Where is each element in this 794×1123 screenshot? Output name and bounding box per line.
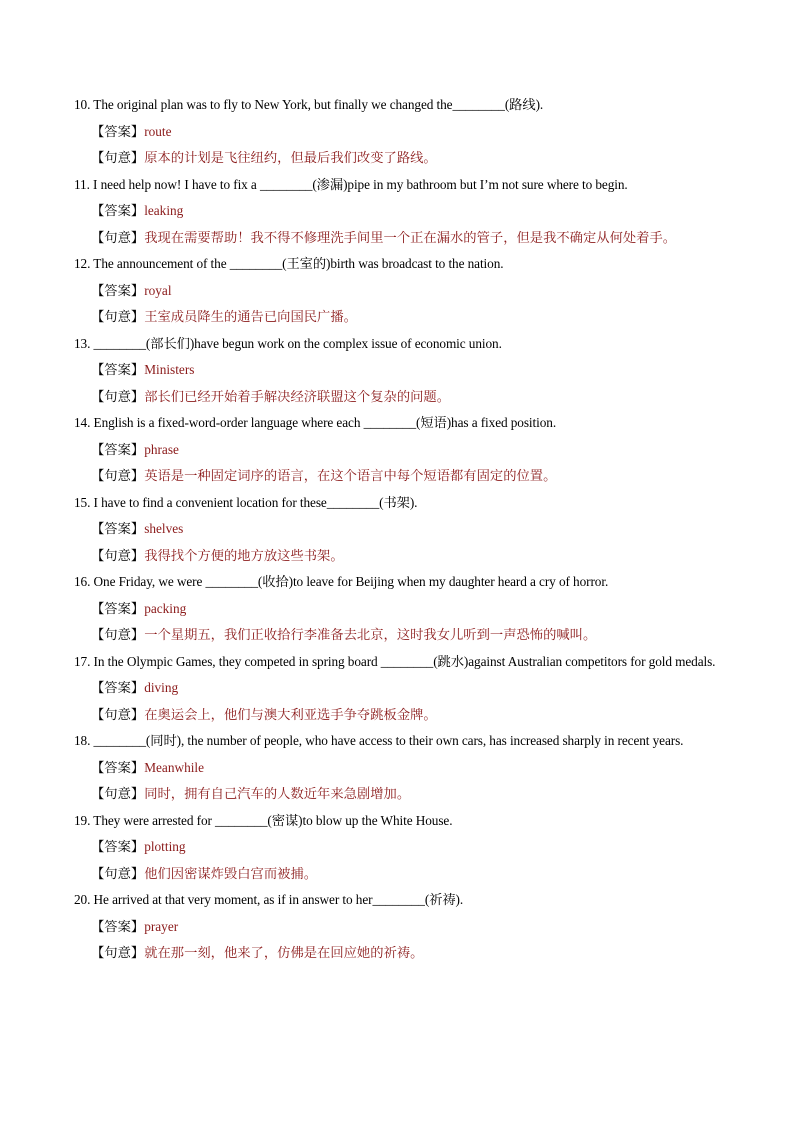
meaning-tag: 【句意】 <box>91 945 145 960</box>
answer-text: royal <box>144 282 172 298</box>
meaning-text: 原本的计划是飞往纽约，但最后我们改变了路线。 <box>144 150 437 165</box>
answer-tag: 【答案】 <box>91 441 145 457</box>
answer-tag: 【答案】 <box>91 282 145 298</box>
meaning-line <box>0 463 794 490</box>
meaning-tag: 【句意】 <box>91 547 145 563</box>
exercise-item <box>0 92 794 172</box>
answer-tag: 【答案】 <box>91 521 145 536</box>
exercise-item <box>0 569 794 649</box>
exercise-item <box>0 172 794 252</box>
question-text: 15. I have to find a convenient location for these________(书架). <box>74 494 418 510</box>
answer-text: prayer <box>144 918 179 934</box>
meaning-tag: 【句意】 <box>91 865 145 881</box>
exercise-item <box>0 728 794 808</box>
exercise-item <box>0 887 794 967</box>
meaning-text: 部长们已经开始着手解决经济联盟这个复杂的问题。 <box>144 388 451 404</box>
meaning-line <box>0 622 794 649</box>
meaning-tag: 【句意】 <box>91 786 145 801</box>
meaning-text: 王室成员降生的通告已向国民广播。 <box>144 309 357 324</box>
answer-text: route <box>144 123 172 139</box>
answer-line <box>0 278 794 305</box>
meaning-line <box>0 861 794 888</box>
answer-text: diving <box>144 680 179 695</box>
question-text: 16. One Friday, we were ________(收拾)to leave for Beijing when my daughter heard a cry of horror. <box>74 574 609 589</box>
question-text: 19. They were arrested for ________(密谋)to blow up the White House. <box>74 812 453 828</box>
answer-tag: 【答案】 <box>91 123 145 139</box>
answer-text: shelves <box>144 521 184 536</box>
meaning-line <box>0 940 794 967</box>
meaning-text: 在奥运会上，他们与澳大利亚选手争夺跳板金牌。 <box>144 706 437 722</box>
answer-tag: 【答案】 <box>91 759 145 775</box>
meaning-line <box>0 543 794 570</box>
meaning-tag: 【句意】 <box>91 627 145 642</box>
exercise-item <box>0 251 794 331</box>
answer-tag: 【答案】 <box>91 680 145 695</box>
exercise-list <box>0 92 794 967</box>
question-text: 14. English is a fixed-word-order language where each ________(短语)has a fixed position. <box>74 415 557 430</box>
meaning-text: 同时，拥有自己汽车的人数近年来急剧增加。 <box>144 786 411 801</box>
meaning-text: 一个星期五，我们正收拾行李准备去北京，这时我女儿听到一声恐怖的喊叫。 <box>144 627 597 642</box>
exercise-item <box>0 331 794 411</box>
answer-text: Meanwhile <box>144 759 205 775</box>
answer-text: Ministers <box>144 362 195 377</box>
exercise-item <box>0 410 794 490</box>
answer-line <box>0 675 794 702</box>
exercise-item <box>0 490 794 570</box>
answer-line <box>0 914 794 941</box>
answer-text: plotting <box>144 839 186 854</box>
meaning-text: 英语是一种固定词序的语言，在这个语言中每个短语都有固定的位置。 <box>144 468 557 483</box>
answer-line <box>0 119 794 146</box>
answer-text: leaking <box>144 203 184 218</box>
meaning-tag: 【句意】 <box>91 468 145 483</box>
meaning-line <box>0 384 794 411</box>
meaning-line <box>0 702 794 729</box>
answer-tag: 【答案】 <box>91 600 145 616</box>
meaning-tag: 【句意】 <box>91 150 145 165</box>
meaning-text: 我得找个方便的地方放这些书架。 <box>144 547 344 563</box>
meaning-line <box>0 225 794 252</box>
meaning-tag: 【句意】 <box>91 706 145 722</box>
answer-tag: 【答案】 <box>91 203 145 218</box>
answer-tag: 【答案】 <box>91 839 145 854</box>
meaning-tag: 【句意】 <box>91 309 145 324</box>
meaning-text: 他们因密谋炸毁白宫而被捕。 <box>144 865 318 881</box>
answer-text: phrase <box>144 441 179 457</box>
question-text: 11. I need help now! I have to fix a ________(渗漏)pipe in my bathroom but I’m not sure where to begin. <box>74 176 628 192</box>
answer-text: packing <box>144 600 187 616</box>
exercise-item <box>0 649 794 729</box>
question-text: 18. ________(同时), the number of people, who have access to their own cars, has increased sharply in recent years. <box>74 733 684 748</box>
answer-line <box>0 516 794 543</box>
meaning-text: 就在那一刻，他来了，仿佛是在回应她的祈祷。 <box>144 945 424 960</box>
question-text: 20. He arrived at that very moment, as if in answer to her________(祈祷). <box>74 892 464 907</box>
question-text: 13. ________(部长们)have begun work on the complex issue of economic union. <box>74 335 502 351</box>
meaning-tag: 【句意】 <box>91 229 145 245</box>
meaning-line <box>0 781 794 808</box>
question-text: 10. The original plan was to fly to New York, but finally we changed the________(路线). <box>74 97 544 112</box>
answer-line <box>0 198 794 225</box>
answer-line <box>0 834 794 861</box>
question-text: 12. The announcement of the ________(王室的)birth was broadcast to the nation. <box>74 256 504 271</box>
answer-line <box>0 437 794 464</box>
meaning-line <box>0 145 794 172</box>
answer-tag: 【答案】 <box>91 918 145 934</box>
answer-line <box>0 357 794 384</box>
question-text: 17. In the Olympic Games, they competed in spring board ________(跳水)against Australian competitors for gold medals. <box>74 653 716 669</box>
answer-line <box>0 755 794 782</box>
meaning-text: 我现在需要帮助！我不得不修理洗手间里一个正在漏水的管子，但是我不确定从何处着手。 <box>144 229 677 245</box>
meaning-line <box>0 304 794 331</box>
answer-tag: 【答案】 <box>91 362 145 377</box>
exercise-item <box>0 808 794 888</box>
meaning-tag: 【句意】 <box>91 388 145 404</box>
answer-line <box>0 596 794 623</box>
